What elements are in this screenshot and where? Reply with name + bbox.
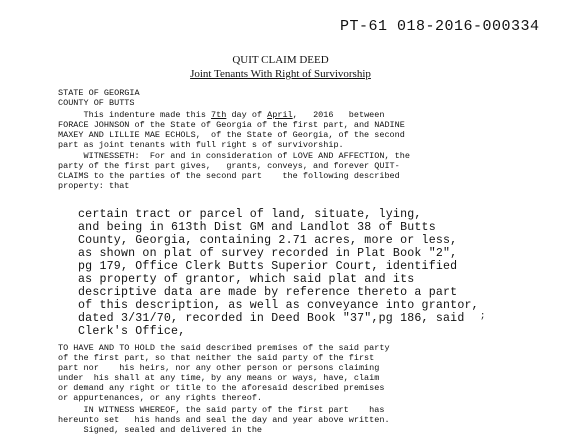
description-line-10: Clerk's Office, bbox=[78, 325, 186, 338]
habendum-line-5: or demand any right or title to the aforesaid described premises bbox=[58, 383, 385, 393]
reference-number: PT-61 018-2016-000334 bbox=[340, 18, 540, 35]
description-line-9: dated 3/31/70, recorded in Deed Book "37",pg 186, said bbox=[78, 312, 465, 325]
state-line: STATE OF GEORGIA bbox=[58, 88, 140, 98]
witnesseth-line-1: WITNESSETH: For and in consideration of LOVE AND AFFECTION, the bbox=[58, 151, 410, 161]
description-line-8: of this description, as well as conveyance into grantor, bbox=[78, 299, 479, 312]
witnesseth-line-3: CLAIMS to the parties of the second part the following described bbox=[58, 171, 400, 181]
habendum-line-2: of the first part, so that neither the said party of the first bbox=[58, 353, 375, 363]
indenture-month: April bbox=[267, 110, 293, 120]
indenture-day: 7th bbox=[211, 110, 227, 120]
description-line-7: descriptive data are made by reference thereto a part bbox=[78, 286, 458, 299]
habendum-line-1: TO HAVE AND TO HOLD the said described premises of the said party bbox=[58, 343, 390, 353]
indenture-prefix: This indenture made this bbox=[58, 110, 212, 120]
description-line-4: as shown on plat of survey recorded in Plat Book "2", bbox=[78, 247, 458, 260]
witnesseth-line-4: property: that bbox=[58, 181, 130, 191]
habendum-line-3: part nor his heirs, nor any other person or persons claiming bbox=[58, 363, 380, 373]
description-line-3: County, Georgia, containing 2.71 acres, more or less, bbox=[78, 234, 458, 247]
indenture-line-1 bbox=[58, 110, 385, 120]
description-line-2: and being in 613th Dist GM and Landlot 38 of Butts bbox=[78, 221, 436, 234]
habendum-line-4: under his shall at any time, by any means or ways, have, claim bbox=[58, 373, 380, 383]
witness-whereof-line-2: hereunto set his hands and seal the day and year above written. bbox=[58, 415, 390, 425]
description-line-5: pg 179, Office Clerk Butts Superior Court, identified bbox=[78, 260, 458, 273]
indenture-mid: day of bbox=[226, 110, 268, 120]
stray-mark: ; bbox=[480, 311, 486, 321]
indenture-line-4: part as joint tenants with full right s of survivorship. bbox=[58, 140, 344, 150]
witness-whereof-line-3: Signed, sealed and delivered in the bbox=[58, 425, 263, 435]
indenture-line-3: MAXEY AND LILLIE MAE ECHOLS, of the State of Georgia, of the second bbox=[58, 130, 405, 140]
document-title: QUIT CLAIM DEED bbox=[232, 54, 329, 66]
witness-whereof-line-1: IN WITNESS WHEREOF, the said party of the first part has bbox=[58, 405, 385, 415]
indenture-suffix: , 2016 between bbox=[292, 110, 385, 120]
indenture-line-2: FORACE JOHNSON of the State of Georgia of the first part, and NADINE bbox=[58, 120, 405, 130]
witnesseth-line-2: party of the first part gives, grants, conveys, and forever QUIT- bbox=[58, 161, 400, 171]
description-line-1: certain tract or parcel of land, situate, lying, bbox=[78, 208, 422, 221]
county-line: COUNTY OF BUTTS bbox=[58, 98, 135, 108]
habendum-line-6: or appurtenances, or any rights thereof. bbox=[58, 393, 263, 403]
description-line-6: as property of grantor, which said plat and its bbox=[78, 273, 415, 286]
document-subtitle: Joint Tenants With Right of Survivorship bbox=[190, 68, 371, 80]
